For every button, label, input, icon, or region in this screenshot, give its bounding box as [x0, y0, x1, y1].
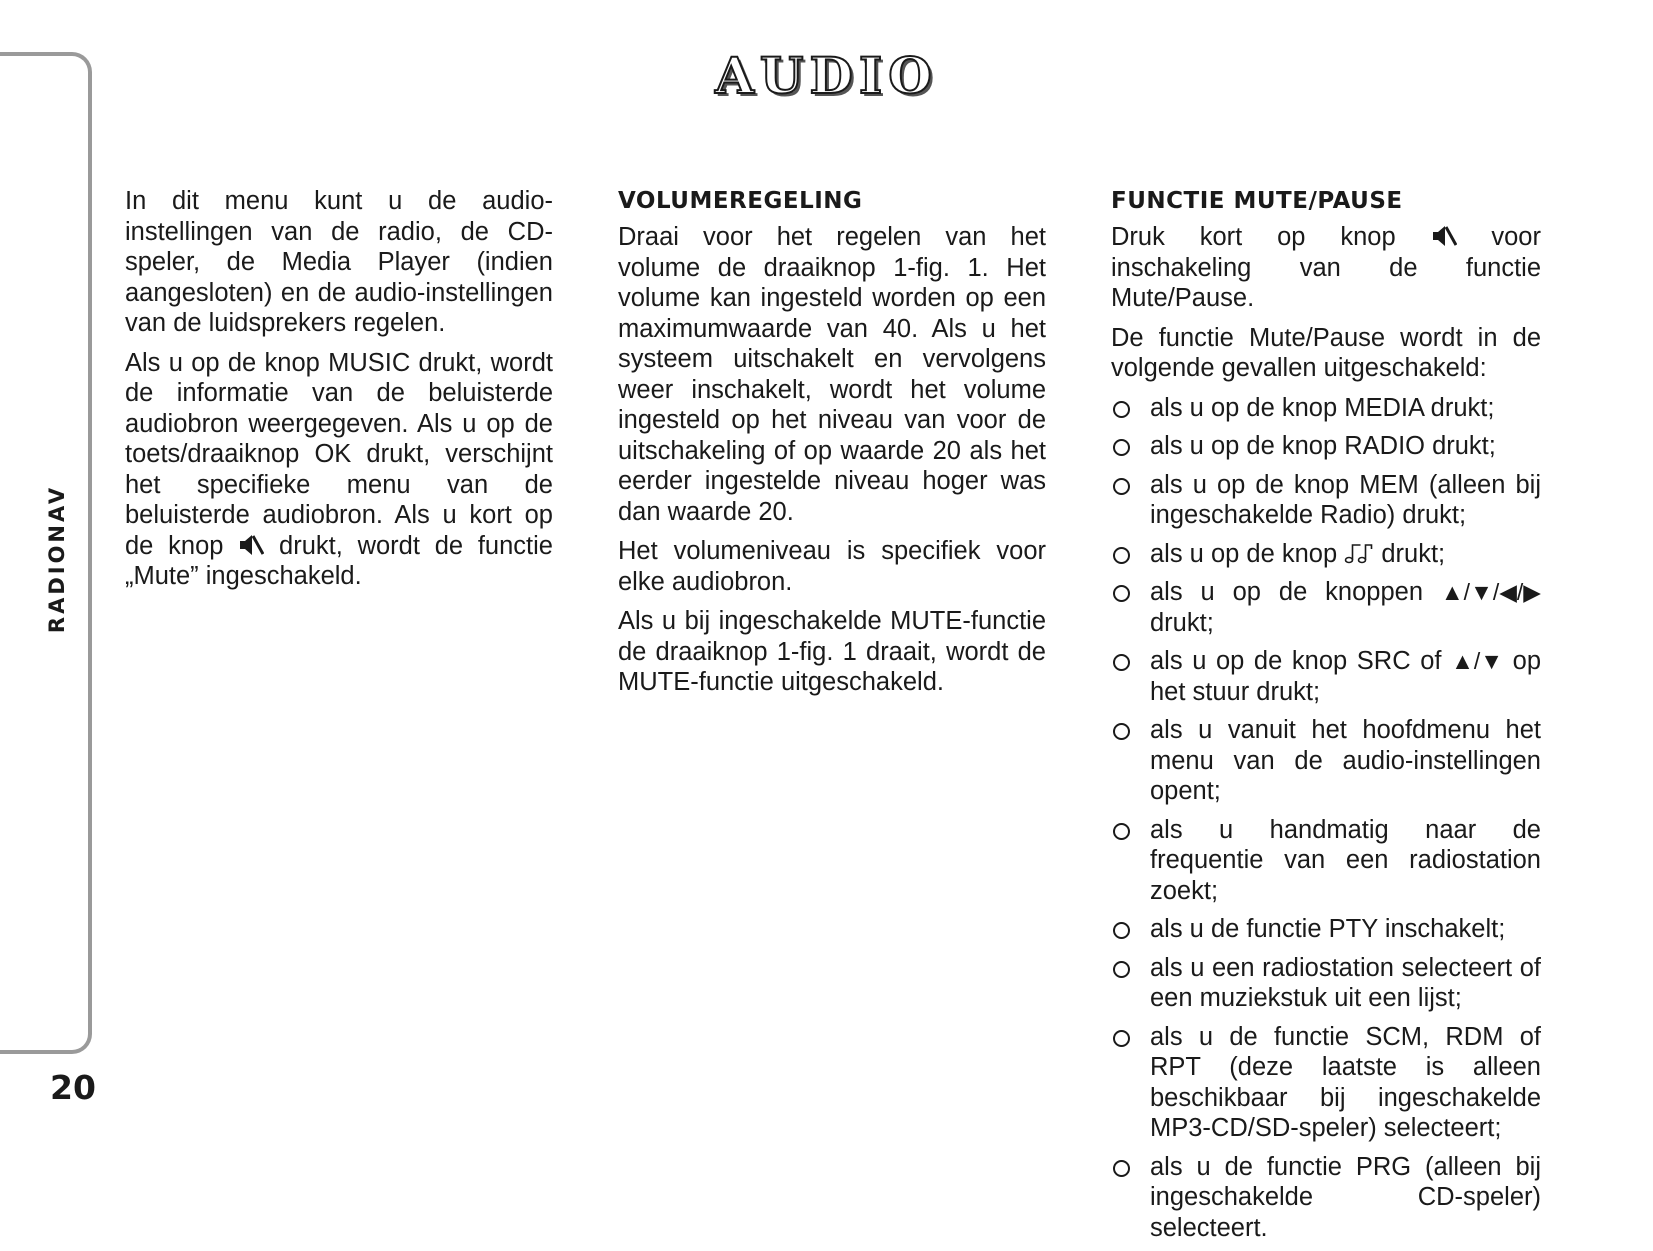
- circle-bullet-icon: [1113, 654, 1130, 671]
- paragraph-text: voor inschakeling van de functie Mute/Pause.: [1111, 223, 1541, 312]
- mute-pause-column: [1111, 186, 1541, 1251]
- music-notes-icon: [1344, 541, 1374, 565]
- circle-bullet-icon: [1113, 585, 1130, 602]
- list-item: [1111, 1022, 1541, 1144]
- section-label: RADIONAV: [45, 484, 69, 634]
- list-item-text: als u de functie PRG (alleen bij ingeschakelde CD-speler) selecteert.: [1150, 1152, 1541, 1242]
- list-item-text: als u op de knoppen: [1150, 578, 1423, 606]
- circle-bullet-icon: [1113, 1160, 1130, 1177]
- list-item: [1111, 715, 1541, 807]
- circle-bullet-icon: [1113, 439, 1130, 456]
- volume-mute-paragraph: Als u bij ingeschakelde MUTE-functie de draaiknop 1-fig. 1 draait, wordt de MUTE-functie uitgeschakeld.: [618, 607, 1046, 696]
- list-item-text: als u de functie SCM, RDM of RPT (deze laatste is alleen beschikbaar bij ingeschakelde MP3-CD/SD-speler) selecteert;: [1150, 1022, 1541, 1142]
- list-item-text: als u op de knop MEDIA drukt;: [1150, 393, 1495, 422]
- mute-pause-cases-intro: De functie Mute/Pause wordt in de volgende gevallen uitgeschakeld:: [1111, 323, 1541, 382]
- volume-source-paragraph: Het volumeniveau is specifiek voor elke audiobron.: [618, 537, 1046, 596]
- list-item-text: als u de functie PTY inschakelt;: [1150, 915, 1506, 943]
- page-number: 20: [50, 1068, 96, 1107]
- circle-bullet-icon: [1113, 1030, 1130, 1047]
- speaker-mute-icon: [1431, 224, 1457, 248]
- list-item-text: op het stuur drukt;: [1150, 647, 1542, 706]
- paragraph-text: drukt, wordt de functie „Mute” ingeschakeld.: [125, 531, 553, 590]
- music-button-paragraph: [125, 348, 553, 592]
- list-item: [1111, 539, 1541, 570]
- list-item-text: als u op de knop: [1150, 539, 1338, 568]
- intro-paragraph: In dit menu kunt u de audio-instellingen van de radio, de CD-speler, de Media Player (indien aangesloten) en de audio-instellingen van de luidsprekers regelen.: [125, 187, 553, 337]
- list-item-text: als u een radiostation selecteert of een muziekstuk uit een lijst;: [1150, 953, 1541, 1012]
- list-item-text: drukt;: [1381, 539, 1446, 568]
- circle-bullet-icon: [1113, 961, 1130, 978]
- circle-bullet-icon: [1113, 823, 1130, 840]
- circle-bullet-icon: [1113, 401, 1130, 418]
- list-item: [1111, 914, 1541, 945]
- up-down-arrows-icon: ▲/▼: [1451, 648, 1504, 674]
- list-item: [1111, 646, 1541, 707]
- mute-pause-heading: FUNCTIE MUTE/PAUSE: [1111, 188, 1403, 214]
- circle-bullet-icon: [1113, 723, 1130, 740]
- speaker-mute-icon: [238, 533, 264, 557]
- list-item: [1111, 393, 1541, 424]
- paragraph-text: Druk kort op knop: [1111, 223, 1396, 251]
- circle-bullet-icon: [1113, 547, 1130, 564]
- list-item-text: als u op de knop MEM (alleen bij ingeschakelde Radio) drukt;: [1150, 470, 1541, 529]
- volume-heading: VOLUMEREGELING: [618, 188, 863, 214]
- list-item: [1111, 815, 1541, 907]
- list-item: [1111, 953, 1541, 1014]
- list-item-text: als u op de knop SRC of: [1150, 647, 1442, 675]
- circle-bullet-icon: [1113, 478, 1130, 495]
- circle-bullet-icon: [1113, 922, 1130, 939]
- arrow-keys-icon: ▲/▼/◀/▶: [1440, 579, 1541, 605]
- volume-column: [618, 186, 1046, 707]
- list-item: [1111, 470, 1541, 531]
- condition-list: [1111, 393, 1541, 1244]
- volume-paragraph: Draai voor het regelen van het volume de draaiknop 1-fig. 1. Het volume kan ingesteld worden op een maximumwaarde van 40. Als u het systeem uitschakelt en vervolgens weer inschakelt, wordt het volume ingesteld op het niveau van voor de uitschakeling of op waarde 20 als het eerder ingestelde niveau hoger was dan waarde 20.: [618, 223, 1046, 526]
- mute-pause-paragraph: [1111, 222, 1541, 314]
- list-item-text: als u vanuit het hoofdmenu het menu van de audio-instellingen opent;: [1150, 716, 1541, 805]
- list-item: [1111, 577, 1541, 638]
- list-item: [1111, 1152, 1541, 1244]
- list-item: [1111, 431, 1541, 462]
- page-title: AUDIO: [715, 46, 938, 105]
- paragraph-text: Als u op de knop MUSIC drukt, wordt de informatie van de beluisterde audiobron weergegeven. Als u op de toets/draaiknop OK drukt, verschijnt het specifieke menu van de beluisterde audiobron. Als u kort op de knop: [125, 348, 553, 560]
- list-item-text: als u op de knop RADIO drukt;: [1150, 432, 1496, 460]
- list-item-text: als u handmatig naar de frequentie van een radiostation zoekt;: [1150, 815, 1541, 905]
- list-item-text: drukt;: [1150, 608, 1214, 637]
- intro-column: [125, 186, 553, 601]
